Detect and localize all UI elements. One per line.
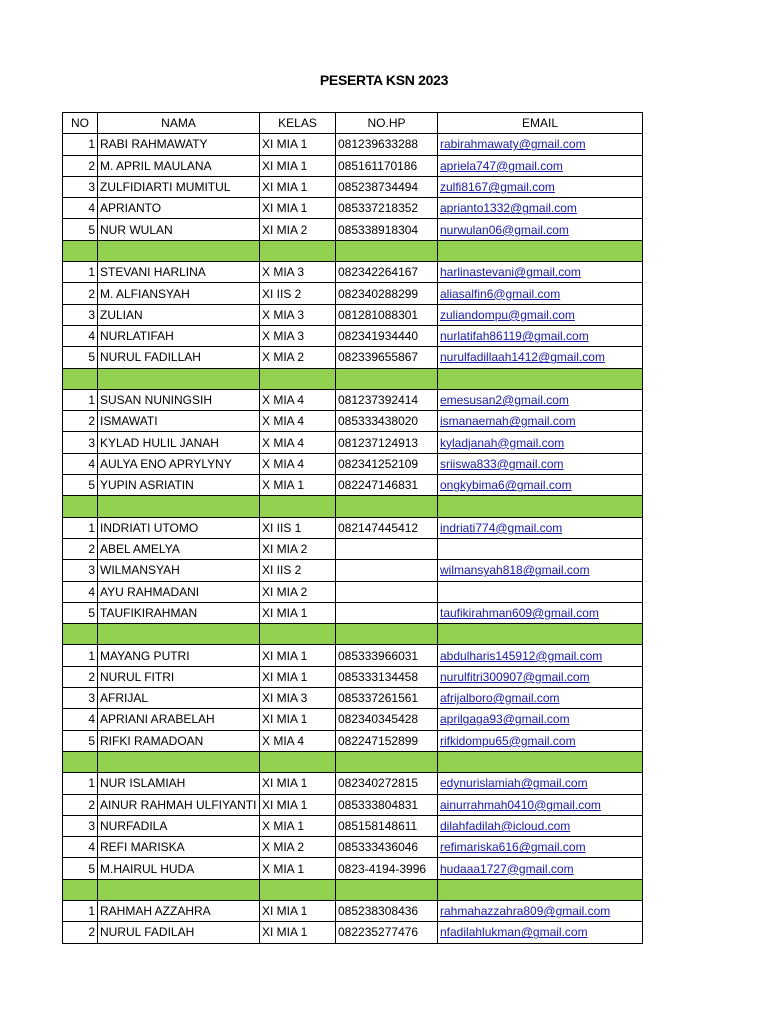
row-phone: 085238308436 [336,900,438,921]
row-phone: 085333966031 [336,645,438,666]
separator-cell [63,879,98,900]
row-nama: APRIANI ARABELAH [98,709,260,730]
row-kelas: X MIA 3 [260,262,336,283]
header-row [63,113,643,134]
row-kelas: XI MIA 1 [260,176,336,197]
row-email-link[interactable]: zuliandompu@gmail.com [438,304,643,325]
table-row [63,389,643,410]
row-no: 1 [63,134,98,155]
row-no: 2 [63,411,98,432]
row-nama: REFI MARISKA [98,837,260,858]
row-email-link[interactable]: nfadilahlukman@gmail.com [438,922,643,943]
row-nama: AULYA ENO APRYLYNY [98,453,260,474]
row-nama: AYU RAHMADANI [98,581,260,602]
row-email-link[interactable]: zulfi8167@gmail.com [438,176,643,197]
row-nama: TAUFIKIRAHMAN [98,602,260,623]
row-no: 2 [63,283,98,304]
row-no: 5 [63,475,98,496]
separator-cell [260,240,336,261]
row-no: 3 [63,688,98,709]
row-email-link[interactable]: emesusan2@gmail.com [438,389,643,410]
row-kelas: XI MIA 1 [260,666,336,687]
row-no: 2 [63,666,98,687]
row-kelas: X MIA 4 [260,389,336,410]
row-no: 1 [63,262,98,283]
table-row [63,198,643,219]
separator-cell [438,368,643,389]
row-kelas: X MIA 4 [260,453,336,474]
group-separator-row [63,879,643,900]
row-kelas: X MIA 1 [260,475,336,496]
row-email-link[interactable]: dilahfadilah@icloud.com [438,815,643,836]
table-row [63,538,643,559]
row-no: 1 [63,517,98,538]
row-phone: 082340288299 [336,283,438,304]
row-no: 4 [63,198,98,219]
separator-cell [336,879,438,900]
separator-cell [260,496,336,517]
separator-cell [98,240,260,261]
table-row [63,560,643,581]
row-nama: ZULIAN [98,304,260,325]
row-nama: INDRIATI UTOMO [98,517,260,538]
row-kelas: XI MIA 1 [260,773,336,794]
row-kelas: X MIA 4 [260,730,336,751]
row-nama: M. APRIL MAULANA [98,155,260,176]
separator-cell [98,879,260,900]
row-no: 5 [63,602,98,623]
row-phone: 081237124913 [336,432,438,453]
row-phone: 081237392414 [336,389,438,410]
row-nama: AINUR RAHMAH ULFIYANTI [98,794,260,815]
table-row [63,773,643,794]
row-phone: 085333436046 [336,837,438,858]
row-email-link [438,538,643,559]
separator-cell [438,879,643,900]
row-email-link[interactable]: sriiswa833@gmail.com [438,453,643,474]
row-no: 3 [63,815,98,836]
row-no: 4 [63,325,98,346]
separator-cell [260,368,336,389]
row-nama: ZULFIDIARTI MUMITUL [98,176,260,197]
row-nama: RAHMAH AZZAHRA [98,900,260,921]
row-email-link [438,581,643,602]
row-email-link[interactable]: nurulfitri300907@gmail.com [438,666,643,687]
separator-cell [260,751,336,772]
row-kelas: XI IIS 2 [260,560,336,581]
row-nama: KYLAD HULIL JANAH [98,432,260,453]
row-email-link[interactable]: ainurrahmah0410@gmail.com [438,794,643,815]
separator-cell [438,751,643,772]
row-email-link[interactable]: afrijalboro@gmail.com [438,688,643,709]
row-email-link[interactable]: ismanaemah@gmail.com [438,411,643,432]
row-email-link[interactable]: edynurislamiah@gmail.com [438,773,643,794]
row-email-link[interactable]: kyladjanah@gmail.com [438,432,643,453]
row-phone: 085161170186 [336,155,438,176]
row-email-link[interactable]: aprianto1332@gmail.com [438,198,643,219]
row-no: 1 [63,900,98,921]
row-phone: 082341934440 [336,325,438,346]
row-nama: NURUL FADILAH [98,922,260,943]
row-no: 2 [63,538,98,559]
table-row [63,837,643,858]
separator-cell [63,368,98,389]
row-no: 4 [63,837,98,858]
row-phone [336,602,438,623]
group-separator-row [63,496,643,517]
row-email-link[interactable]: rahmahazzahra809@gmail.com [438,900,643,921]
group-separator-row [63,751,643,772]
table-row [63,411,643,432]
separator-cell [336,240,438,261]
row-nama: NURUL FITRI [98,666,260,687]
row-no: 5 [63,730,98,751]
row-kelas: XI MIA 2 [260,219,336,240]
row-nama: ISMAWATI [98,411,260,432]
table-row [63,922,643,943]
table-row [63,155,643,176]
table-row [63,709,643,730]
row-no: 1 [63,389,98,410]
row-phone: 0823-4194-3996 [336,858,438,879]
row-phone: 085337218352 [336,198,438,219]
row-no: 3 [63,304,98,325]
table-row [63,283,643,304]
row-phone: 082340345428 [336,709,438,730]
row-kelas: XI MIA 1 [260,922,336,943]
row-no: 2 [63,922,98,943]
table-row [63,858,643,879]
row-phone [336,560,438,581]
row-kelas: XI MIA 3 [260,688,336,709]
row-phone: 085337261561 [336,688,438,709]
row-email-link[interactable]: wilmansyah818@gmail.com [438,560,643,581]
row-no: 3 [63,176,98,197]
row-email-link[interactable]: harlinastevani@gmail.com [438,262,643,283]
separator-cell [260,879,336,900]
row-phone: 085333804831 [336,794,438,815]
row-phone: 082147445412 [336,517,438,538]
row-kelas: XI IIS 1 [260,517,336,538]
row-phone: 082235277476 [336,922,438,943]
separator-cell [438,240,643,261]
table-row [63,602,643,623]
row-nama: NURFADILA [98,815,260,836]
row-kelas: XI MIA 1 [260,155,336,176]
separator-cell [260,624,336,645]
row-no: 2 [63,155,98,176]
table-row [63,176,643,197]
row-kelas: XI MIA 1 [260,602,336,623]
row-email-link[interactable]: taufikirahman609@gmail.com [438,602,643,623]
row-email-link[interactable]: aliasalfin6@gmail.com [438,283,643,304]
table-row [63,517,643,538]
separator-cell [63,624,98,645]
row-phone: 085158148611 [336,815,438,836]
row-nama: YUPIN ASRIATIN [98,475,260,496]
row-nama: NUR ISLAMIAH [98,773,260,794]
table-row [63,325,643,346]
separator-cell [438,624,643,645]
separator-cell [336,368,438,389]
table-row [63,730,643,751]
header-email: EMAIL [438,113,643,134]
row-kelas: XI MIA 1 [260,709,336,730]
row-nama: RABI RAHMAWATY [98,134,260,155]
row-email-link[interactable]: aprilgaga93@gmail.com [438,709,643,730]
table-row [63,688,643,709]
separator-cell [336,496,438,517]
row-nama: AFRIJAL [98,688,260,709]
row-kelas: X MIA 4 [260,432,336,453]
row-phone: 081281088301 [336,304,438,325]
row-no: 2 [63,794,98,815]
table-row [63,347,643,368]
row-phone: 081239633288 [336,134,438,155]
separator-cell [63,496,98,517]
separator-cell [336,751,438,772]
separator-cell [98,368,260,389]
separator-cell [438,496,643,517]
row-no: 4 [63,581,98,602]
row-kelas: XI MIA 1 [260,198,336,219]
row-email-link[interactable]: nurwulan06@gmail.com [438,219,643,240]
row-kelas: X MIA 2 [260,837,336,858]
row-kelas: X MIA 3 [260,325,336,346]
row-email-link[interactable]: nurulfadillaah1412@gmail.com [438,347,643,368]
separator-cell [98,751,260,772]
separator-cell [336,624,438,645]
table-row [63,134,643,155]
row-nama: MAYANG PUTRI [98,645,260,666]
row-nama: NUR WULAN [98,219,260,240]
header-nama: NAMA [98,113,260,134]
row-nama: APRIANTO [98,198,260,219]
row-nama: M. ALFIANSYAH [98,283,260,304]
table-row [63,304,643,325]
row-phone [336,538,438,559]
page-title: PESERTA KSN 2023 [319,72,449,88]
table-row [63,794,643,815]
row-email-link[interactable]: hudaaa1727@gmail.com [438,858,643,879]
row-kelas: X MIA 2 [260,347,336,368]
row-nama: NURLATIFAH [98,325,260,346]
row-phone: 085333134458 [336,666,438,687]
row-kelas: X MIA 1 [260,858,336,879]
row-phone: 085333438020 [336,411,438,432]
row-phone [336,581,438,602]
table-row [63,219,643,240]
table-row [63,475,643,496]
row-email-link[interactable]: apriela747@gmail.com [438,155,643,176]
row-email-link[interactable]: abdulharis145912@gmail.com [438,645,643,666]
row-kelas: XI MIA 1 [260,794,336,815]
row-kelas: XI MIA 1 [260,900,336,921]
row-phone: 085238734494 [336,176,438,197]
header-kelas: KELAS [260,113,336,134]
separator-cell [63,240,98,261]
row-nama: NURUL FADILLAH [98,347,260,368]
row-email-link[interactable]: refimariska616@gmail.com [438,837,643,858]
table-row [63,900,643,921]
header-no: NO [63,113,98,134]
row-no: 3 [63,432,98,453]
participants-table [62,112,643,944]
table-row [63,666,643,687]
group-separator-row [63,368,643,389]
row-nama: M.HAIRUL HUDA [98,858,260,879]
row-no: 5 [63,347,98,368]
row-no: 5 [63,858,98,879]
row-kelas: X MIA 4 [260,411,336,432]
table-row [63,645,643,666]
row-no: 1 [63,773,98,794]
row-nama: STEVANI HARLINA [98,262,260,283]
row-no: 1 [63,645,98,666]
separator-cell [98,496,260,517]
table-row [63,581,643,602]
table-row [63,815,643,836]
row-nama: WILMANSYAH [98,560,260,581]
row-nama: RIFKI RAMADOAN [98,730,260,751]
row-phone: 082340272815 [336,773,438,794]
row-phone: 082342264167 [336,262,438,283]
row-email-link[interactable]: rabirahmawaty@gmail.com [438,134,643,155]
separator-cell [98,624,260,645]
row-no: 5 [63,219,98,240]
row-no: 4 [63,453,98,474]
table-row [63,262,643,283]
row-nama: ABEL AMELYA [98,538,260,559]
row-phone: 082247152899 [336,730,438,751]
separator-cell [63,751,98,772]
row-no: 3 [63,560,98,581]
header-hp: NO.HP [336,113,438,134]
row-phone: 082341252109 [336,453,438,474]
row-email-link[interactable]: ongkybima6@gmail.com [438,475,643,496]
row-nama: SUSAN NUNINGSIH [98,389,260,410]
table-row [63,432,643,453]
row-phone: 085338918304 [336,219,438,240]
row-email-link[interactable]: nurlatifah86119@gmail.com [438,325,643,346]
group-separator-row [63,624,643,645]
row-email-link[interactable]: indriati774@gmail.com [438,517,643,538]
row-phone: 082339655867 [336,347,438,368]
group-separator-row [63,240,643,261]
row-kelas: X MIA 1 [260,815,336,836]
row-kelas: XI MIA 2 [260,581,336,602]
row-kelas: X MIA 3 [260,304,336,325]
row-email-link[interactable]: rifkidompu65@gmail.com [438,730,643,751]
row-no: 4 [63,709,98,730]
row-phone: 082247146831 [336,475,438,496]
row-kelas: XI MIA 1 [260,134,336,155]
row-kelas: XI MIA 1 [260,645,336,666]
table-row [63,453,643,474]
row-kelas: XI MIA 2 [260,538,336,559]
row-kelas: XI IIS 2 [260,283,336,304]
